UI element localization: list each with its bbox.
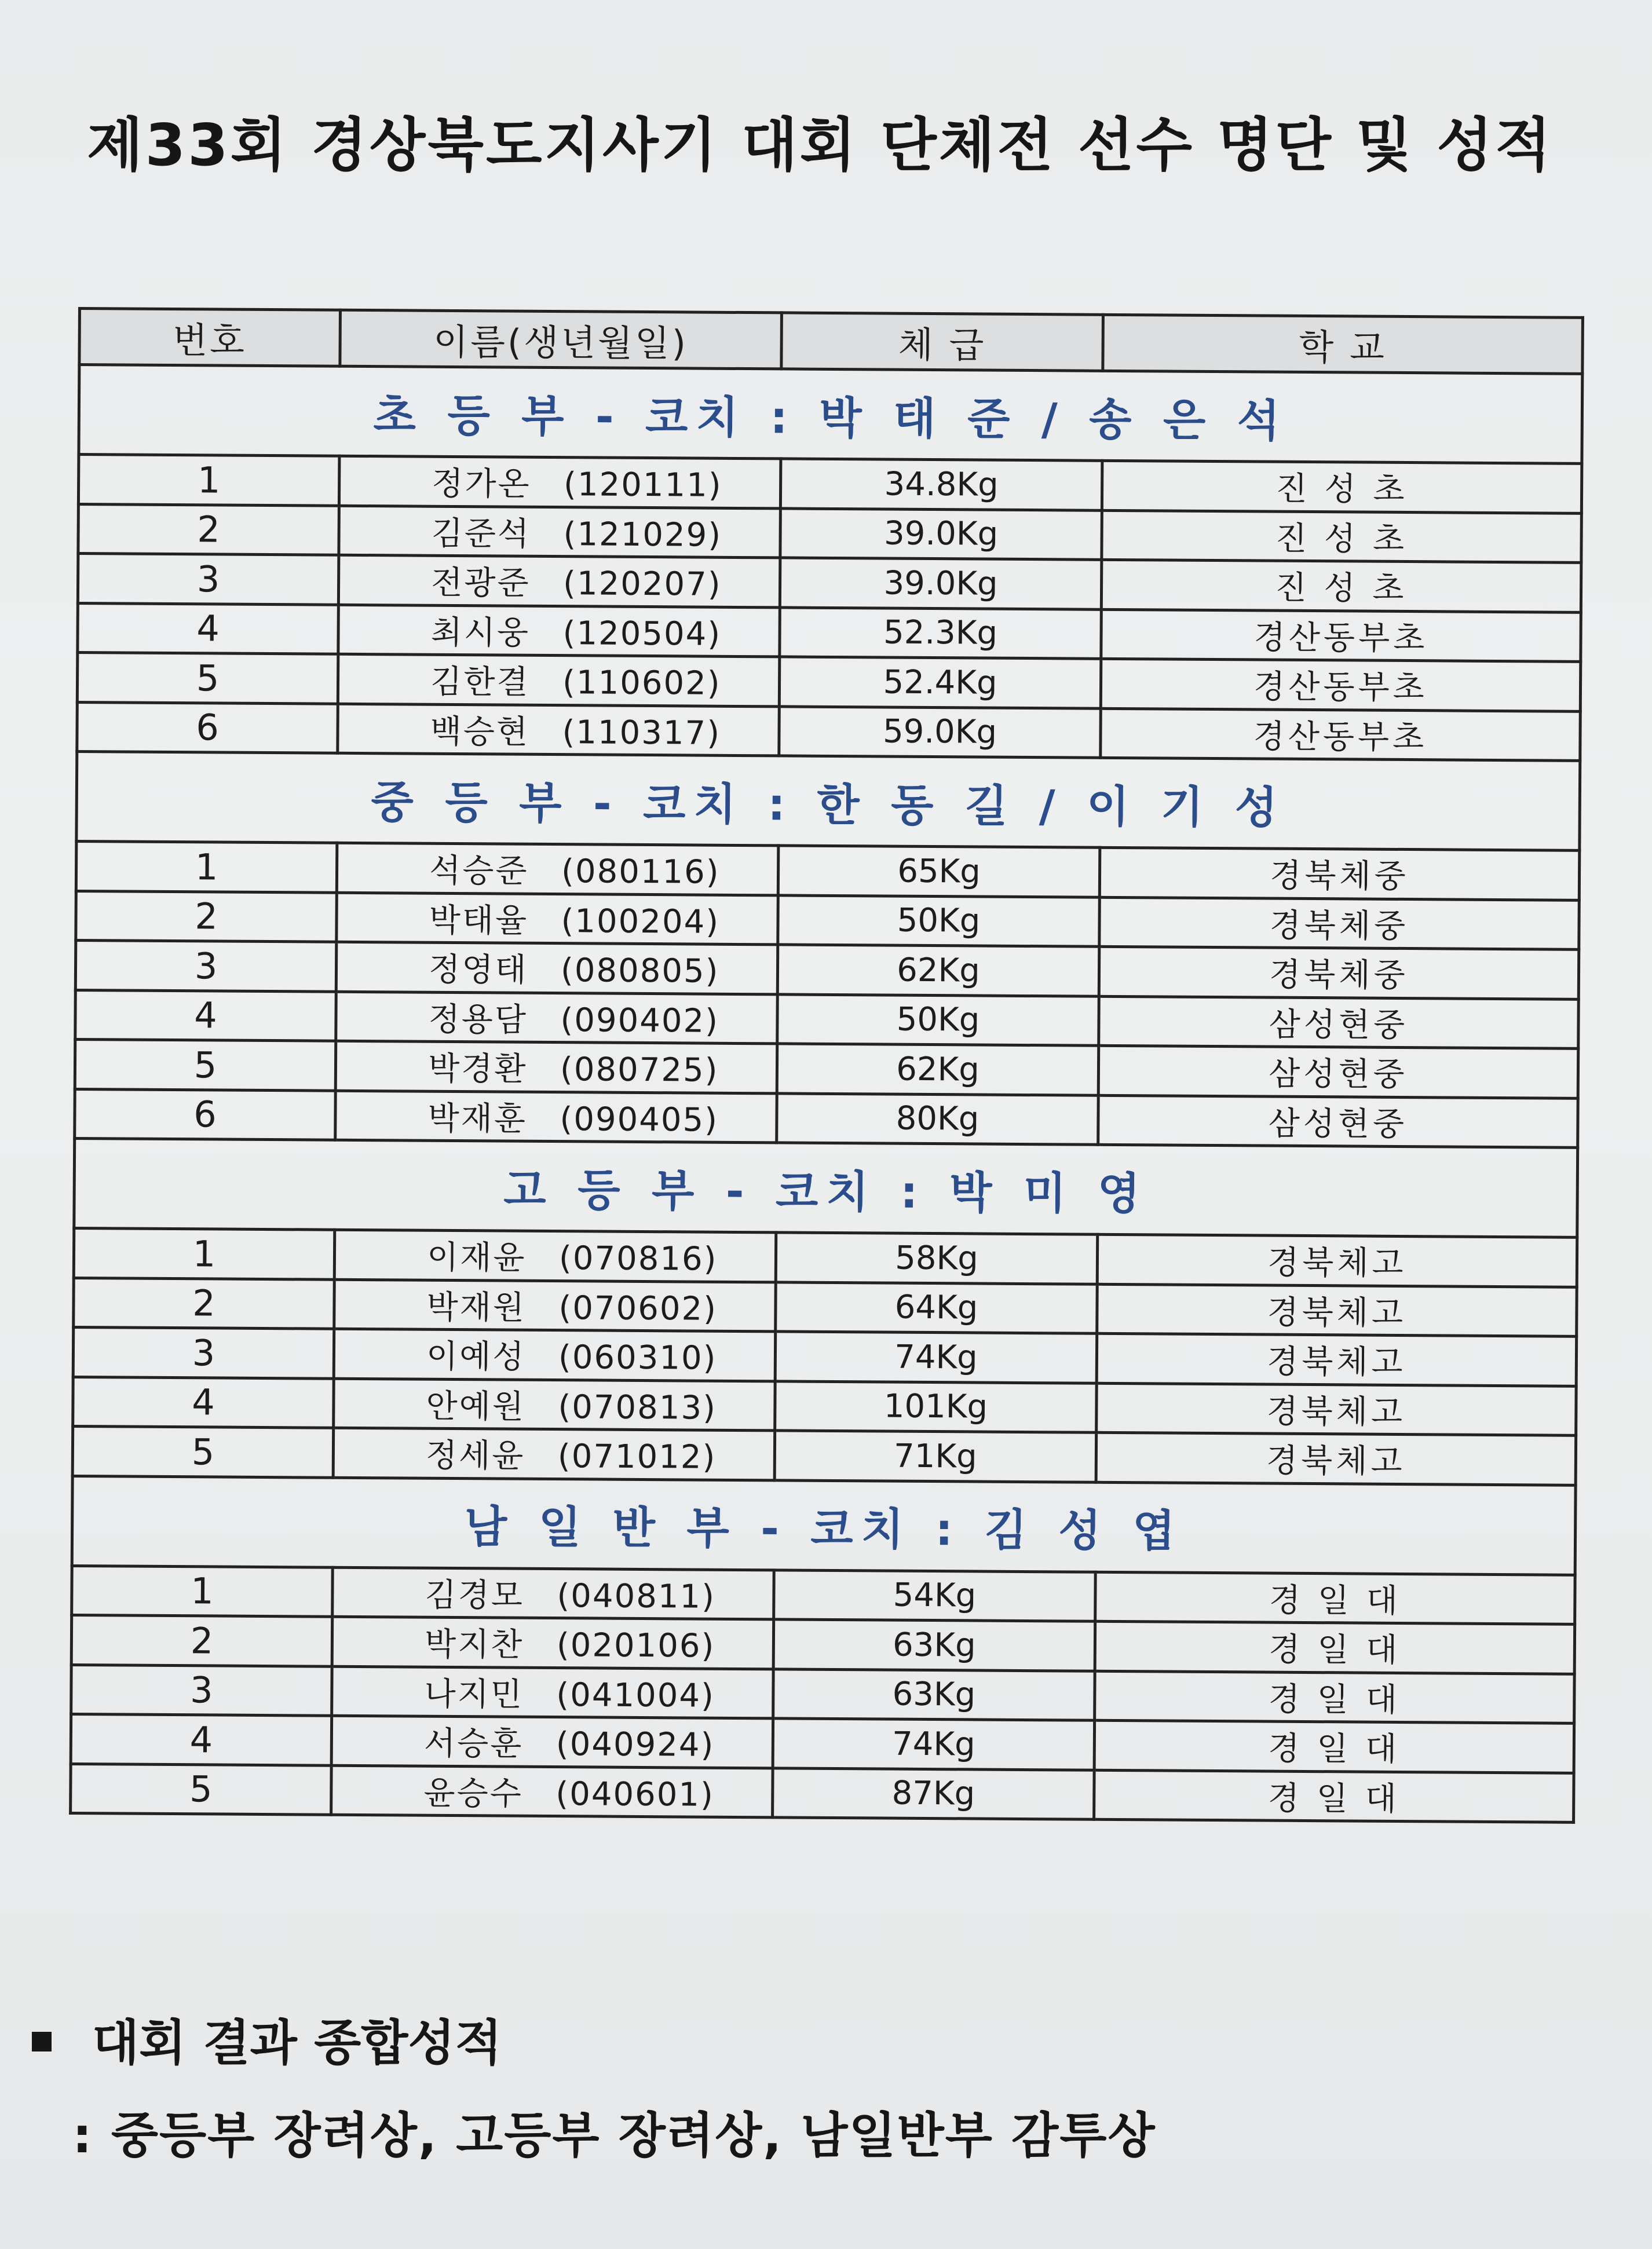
player-number: 5 [72,1426,334,1477]
player-name: 박재훈 [427,1099,528,1138]
square-bullet-icon [32,2032,52,2051]
player-name-cell [338,605,780,657]
table-row [74,1278,1577,1336]
player-name: 이예성 [426,1337,526,1377]
header-number: 번호 [79,309,341,367]
player-weight: 87Kg [773,1768,1095,1819]
player-name: 나지민 [424,1675,524,1714]
summary-result: : 중등부 장려상, 고등부 장려상, 남일반부 감투상 [72,2107,1156,2164]
player-name-cell [334,1378,776,1431]
player-number: 3 [73,1327,334,1378]
table-row [75,990,1578,1048]
player-birthdate: (120504) [562,614,722,653]
section-heading-row [74,1138,1578,1237]
table-row [72,1426,1576,1484]
player-school: 진 성 초 [1102,460,1582,513]
table-row [78,455,1581,513]
section-heading: 초 등 부 - 코치 : 박 태 준 / 송 은 석 [79,365,1582,464]
header-name: 이름(생년월일) [340,310,782,369]
document-title: 제33회 경상북도지사기 대회 단체전 선수 명단 및 성적 [87,111,1554,179]
player-weight: 71Kg [774,1431,1097,1482]
player-weight: 52.3Kg [780,607,1102,659]
player-school: 삼성현중 [1098,1095,1578,1148]
player-birthdate: (071012) [557,1438,717,1477]
section-heading: 고 등 부 - 코치 : 박 미 영 [74,1138,1578,1237]
player-weight: 63Kg [773,1669,1095,1720]
section-heading-row [72,1476,1576,1575]
table-row [76,891,1579,949]
player-weight: 62Kg [777,1044,1099,1095]
player-birthdate: (110317) [562,713,721,752]
player-number: 6 [77,702,338,753]
player-weight: 39.0Kg [780,558,1102,609]
player-name: 박경환 [427,1049,528,1089]
player-school: 경산동부초 [1101,609,1581,662]
player-school: 경북체고 [1097,1234,1577,1287]
player-school: 경 일 대 [1094,1770,1574,1823]
player-birthdate: (040601) [555,1775,715,1814]
player-school: 경산동부초 [1101,659,1581,711]
player-birthdate: (070816) [558,1239,718,1279]
player-name: 석승준 [429,851,529,891]
player-name: 박재원 [426,1288,527,1327]
table-row [73,1377,1576,1435]
player-number: 3 [75,940,337,991]
table-row [77,702,1580,760]
player-birthdate: (080116) [561,853,720,892]
section-heading: 중 등 부 - 코치 : 한 동 길 / 이 기 성 [76,752,1580,851]
player-school: 경북체고 [1096,1432,1576,1485]
player-birthdate: (090405) [560,1100,719,1139]
player-name: 윤승수 [423,1774,524,1813]
section-heading-row [76,752,1580,851]
player-birthdate: (060310) [558,1339,717,1378]
table-row [75,1089,1578,1147]
player-name: 박지찬 [424,1625,524,1664]
player-school: 진 성 초 [1102,510,1582,563]
player-number: 4 [73,1377,334,1428]
player-weight: 62Kg [777,945,1099,996]
player-name-cell [339,506,781,558]
player-school: 경북체중 [1099,897,1580,950]
player-weight: 54Kg [774,1570,1096,1621]
table-row [72,1566,1575,1624]
player-number: 1 [74,1228,335,1279]
player-birthdate: (100204) [561,902,720,941]
player-weight: 50Kg [777,994,1099,1045]
player-name-cell [338,555,780,607]
player-birthdate: (080805) [560,952,719,991]
player-number: 4 [75,990,337,1041]
player-school: 경 일 대 [1095,1621,1575,1674]
player-birthdate: (070602) [558,1289,718,1328]
player-weight: 80Kg [777,1093,1099,1144]
player-name-cell [332,1567,774,1619]
player-birthdate: (090402) [560,1001,719,1040]
section-heading-row [79,365,1582,464]
player-birthdate: (120207) [562,565,722,604]
player-birthdate: (080725) [560,1051,719,1090]
player-name-cell [334,1329,776,1381]
table-row [78,603,1581,661]
player-school: 경북체고 [1097,1383,1577,1436]
player-name: 정영태 [429,950,528,990]
table-row [77,653,1580,711]
player-school: 경북체중 [1099,847,1580,900]
summary-title-text: 대회 결과 종합성적 [92,2014,502,2071]
player-weight: 65Kg [778,846,1100,897]
player-weight: 64Kg [776,1282,1098,1333]
player-name: 최시웅 [430,613,531,652]
player-name-cell [332,1666,774,1718]
player-weight: 50Kg [778,895,1100,946]
player-school: 경 일 대 [1094,1720,1574,1773]
player-school: 경산동부초 [1101,708,1581,761]
player-birthdate: (040811) [557,1577,716,1616]
player-birthdate: (120111) [563,466,722,505]
table-row [71,1615,1574,1673]
table-row [75,940,1578,999]
player-birthdate: (020106) [556,1626,715,1666]
player-weight: 74Kg [773,1718,1095,1770]
player-name-cell [335,1041,777,1093]
table-row [71,1764,1574,1822]
player-name-cell [335,1091,777,1143]
player-name: 백승현 [430,712,530,751]
player-weight: 58Kg [776,1233,1098,1284]
player-name: 정용담 [428,1000,528,1039]
player-name: 안예원 [426,1387,526,1426]
player-school: 삼성현중 [1099,996,1579,1049]
player-name: 김한결 [430,663,530,702]
player-name: 김경모 [425,1576,525,1615]
player-number: 2 [74,1278,335,1329]
player-name-cell [338,704,780,756]
player-name-cell [336,942,778,994]
player-school: 경 일 대 [1095,1671,1575,1724]
table-row [73,1327,1576,1385]
player-weight: 52.4Kg [779,657,1101,708]
player-name: 전광준 [431,564,531,603]
player-name-cell [334,1279,776,1332]
section-heading: 남 일 반 부 - 코치 : 김 성 엽 [72,1476,1576,1575]
player-birthdate: (041004) [556,1676,715,1715]
player-name: 서승훈 [423,1724,524,1763]
table-row [75,1039,1578,1098]
player-name-cell [332,1617,774,1669]
summary-heading [32,2004,502,2074]
player-number: 4 [71,1714,332,1765]
player-birthdate: (110602) [562,664,721,703]
player-name-cell [333,1428,775,1480]
table-row [74,1228,1577,1286]
player-number: 5 [75,1039,336,1090]
roster-body [71,365,1582,1823]
player-weight: 101Kg [775,1381,1097,1432]
player-birthdate: (070813) [558,1388,717,1427]
roster-table [69,307,1584,1824]
player-birthdate: (121029) [563,515,722,554]
table-row [71,1714,1574,1772]
table-row [78,554,1581,612]
player-name: 이재윤 [426,1238,527,1278]
player-name-cell [331,1765,773,1818]
player-weight: 59.0Kg [779,706,1101,758]
player-name-cell [338,654,780,706]
player-number: 5 [71,1764,332,1815]
player-school: 진 성 초 [1101,559,1581,612]
player-number: 3 [71,1665,332,1716]
player-name: 박태율 [429,901,529,940]
player-weight: 39.0Kg [780,508,1102,559]
player-name: 정가온 [432,465,531,504]
table-row [71,1665,1574,1723]
header-weight: 체 급 [781,313,1103,371]
player-school: 삼성현중 [1098,1045,1578,1098]
player-name-cell [336,992,778,1044]
player-number: 2 [76,891,337,942]
player-number: 2 [71,1615,332,1666]
header-school: 학 교 [1103,315,1583,374]
player-number: 1 [72,1566,333,1617]
table-row [78,504,1581,562]
player-school: 경북체고 [1097,1333,1577,1386]
player-name: 김준석 [431,514,531,553]
player-number: 3 [78,554,339,605]
player-weight: 34.8Kg [780,459,1102,510]
player-weight: 63Kg [773,1619,1095,1671]
player-number: 5 [77,653,338,704]
player-number: 1 [78,455,339,506]
player-name-cell [337,893,779,945]
player-weight: 74Kg [775,1332,1097,1383]
header-row [79,309,1583,374]
player-number: 6 [75,1089,336,1140]
player-name: 정세윤 [425,1436,525,1475]
player-number: 1 [76,841,337,892]
player-name-cell [339,456,781,508]
table-row [76,841,1579,899]
player-number: 2 [78,504,339,555]
player-school: 경 일 대 [1095,1572,1576,1625]
player-name-cell [334,1230,776,1282]
player-school: 경북체중 [1099,946,1579,999]
player-school: 경북체고 [1097,1284,1577,1337]
player-name-cell [331,1716,773,1768]
player-birthdate: (040924) [555,1725,715,1765]
player-number: 4 [78,603,339,654]
player-name-cell [337,843,779,895]
